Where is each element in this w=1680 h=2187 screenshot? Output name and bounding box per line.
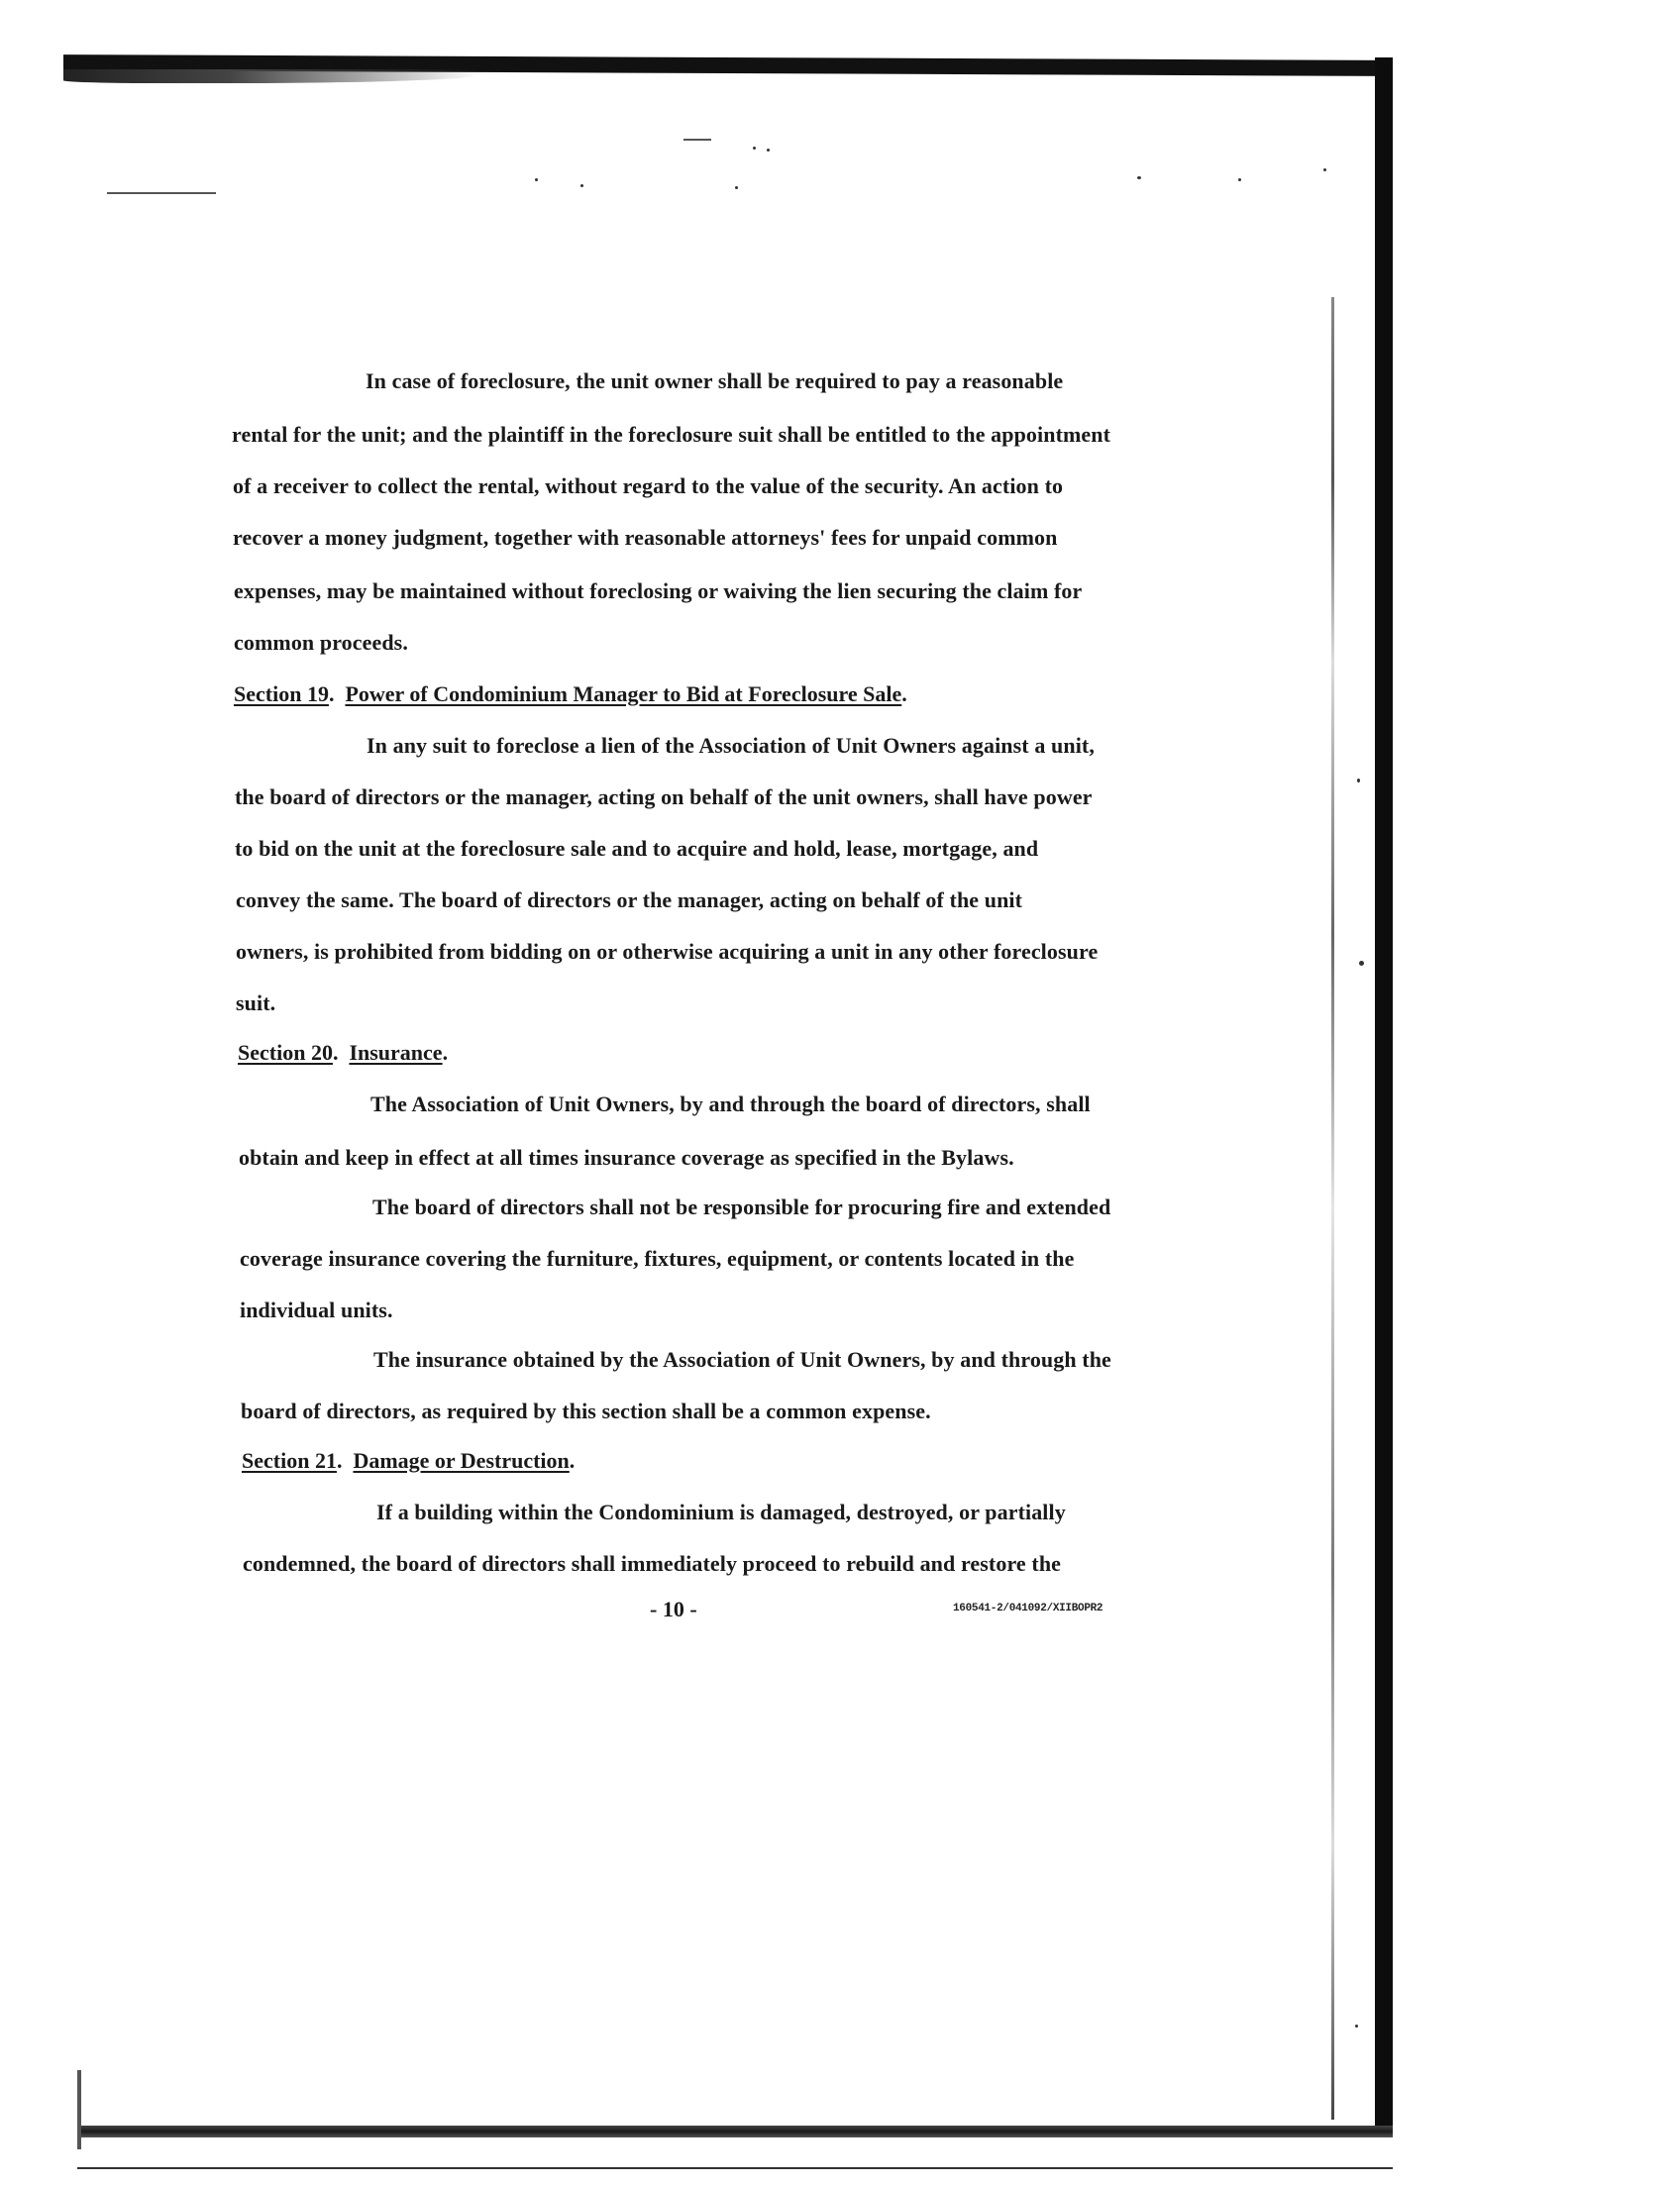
paragraph-line: board of directors, as required by this section shall be a common expense. (241, 1399, 931, 1423)
heading-period: . (569, 1448, 576, 1473)
section-title: Power of Condominium Manager to Bid at Foreclosure Sale (345, 681, 902, 706)
heading-period: . (328, 681, 346, 706)
paragraph-line: of a receiver to collect the rental, without regard to the value of the security. An action to (233, 473, 1064, 498)
heading-period: . (332, 1040, 350, 1065)
section-heading (234, 681, 907, 707)
paragraph-line: The board of directors shall not be responsible for procuring fire and extended (372, 1195, 1111, 1219)
paragraph-line: condemned, the board of directors shall immediately proceed to rebuild and restore the (243, 1551, 1062, 1576)
paragraph-line: owners, is prohibited from bidding on or otherwise acquiring a unit in any other foreclosure (236, 939, 1099, 964)
section-number: Section 21 (242, 1448, 337, 1473)
paragraph-line: the board of directors or the manager, acting on behalf of the unit owners, shall have power (235, 784, 1093, 809)
paragraph-line: individual units. (240, 1298, 393, 1322)
page-number: - 10 - (650, 1597, 697, 1621)
paragraph-line: coverage insurance covering the furniture, fixtures, equipment, or contents located in the (240, 1246, 1075, 1271)
section-number: Section 19 (234, 681, 329, 706)
paragraph-line: In case of foreclosure, the unit owner shall be required to pay a reasonable (366, 368, 1064, 393)
paragraph-line: recover a money judgment, together with reasonable attorneys' fees for unpaid common (233, 525, 1058, 550)
paragraph-line: convey the same. The board of directors or the manager, acting on behalf of the unit (236, 887, 1023, 912)
paragraph-line: The insurance obtained by the Association of Unit Owners, by and through the (373, 1347, 1111, 1372)
paragraph-line: suit. (236, 990, 276, 1015)
document-code: 160541-2/041092/XIIBOPR2 (953, 1603, 1103, 1614)
paragraph-line: In any suit to foreclose a lien of the Association of Unit Owners against a unit, (367, 733, 1095, 758)
heading-period: . (336, 1448, 354, 1473)
paragraph-line: obtain and keep in effect at all times insurance coverage as specified in the Bylaws. (239, 1145, 1014, 1170)
section-title: Insurance (349, 1040, 443, 1065)
section-heading (242, 1448, 575, 1474)
paragraph-line: If a building within the Condominium is damaged, destroyed, or partially (376, 1500, 1066, 1524)
heading-period: . (901, 681, 907, 706)
paragraph-line: to bid on the unit at the foreclosure sale and to acquire and hold, lease, mortgage, and (235, 836, 1039, 861)
paragraph-line: rental for the unit; and the plaintiff in the foreclosure suit shall be entitled to the appointment (232, 422, 1111, 447)
heading-period: . (442, 1040, 449, 1065)
paragraph-line: common proceeds. (234, 630, 408, 655)
section-number: Section 20 (238, 1040, 333, 1065)
section-heading (238, 1040, 448, 1066)
section-title: Damage or Destruction (353, 1448, 570, 1473)
paragraph-line: The Association of Unit Owners, by and through the board of directors, shall (370, 1092, 1091, 1116)
paragraph-line: expenses, may be maintained without foreclosing or waiving the lien securing the claim for (234, 578, 1083, 603)
